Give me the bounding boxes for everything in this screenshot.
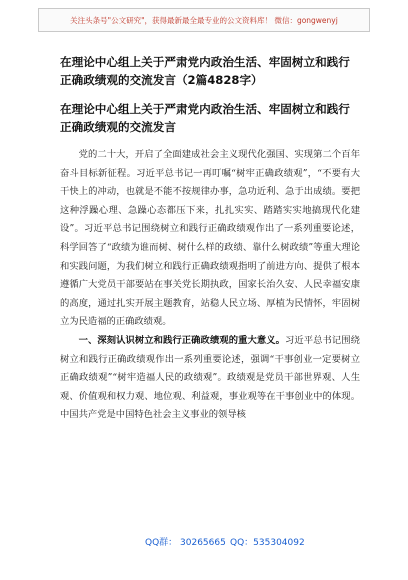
section-heading: 一、深刻认识树立和践行正确政绩观的重大意义。 bbox=[78, 334, 285, 346]
section-paragraph bbox=[60, 332, 360, 425]
footer-qq: QQ：535304092 bbox=[230, 538, 305, 548]
document-subtitle: 在理论中心组上关于严肃党内政治生活、牢固树立和践行正确政绩观的交流发言 bbox=[60, 102, 350, 134]
document-title: 在理论中心组上关于严肃党内政治生活、牢固树立和践行正确政绩观的交流发言（2篇4828字） bbox=[60, 55, 350, 87]
header-banner: 关注头条号"公文研究"，获得最新最全最专业的公文资料库！ 微信：gongwenyj bbox=[38, 8, 370, 32]
paragraph-intro: 党的二十大，开启了全面建成社会主义现代化强国、实现第二个百年奋斗目标新征程。习近平总书记一再叮嘱“树牢正确政绩观”，“不要有大干快上的冲动，也就是不能不按规律办事，急功近利、急于出成绩。要把这种浮躁心理、急躁心态都压下来，扎扎实实、踏踏实实地搞现代化建设”。习近平总书记围绕树立和践行正确政绩观作出了一系列重要论述，科学回答了“政绩为谁而树、树什么样的政绩、靠什么树政绩”等重大理论和实践问题，为我们树立和践行正确政绩观指明了前进方向、提供了根本遵循广大党员干部要站在事关党长期执政，国家长治久安、人民幸福安康的高度，通过扎实开展主题教育，站稳人民立场、厚植为民情怀，牢固树立为民造福的正确政绩观。 bbox=[60, 149, 360, 328]
document-body bbox=[60, 146, 360, 425]
footer-qq-group: QQ群： 30265665 bbox=[145, 538, 226, 548]
section-text: 习近平总书记围绕树立和践行正确政绩观作出一系列重要论述，强调“干事创业一定要树立正确政绩观”“树牢造福人民的政绩观”。政绩观是党员干部世界观、人生观、价值观和权力观、地位观、利益观，事业观等在干事创业中的体现。中国共产党是中国特色社会主义事业的领导核 bbox=[60, 334, 360, 421]
